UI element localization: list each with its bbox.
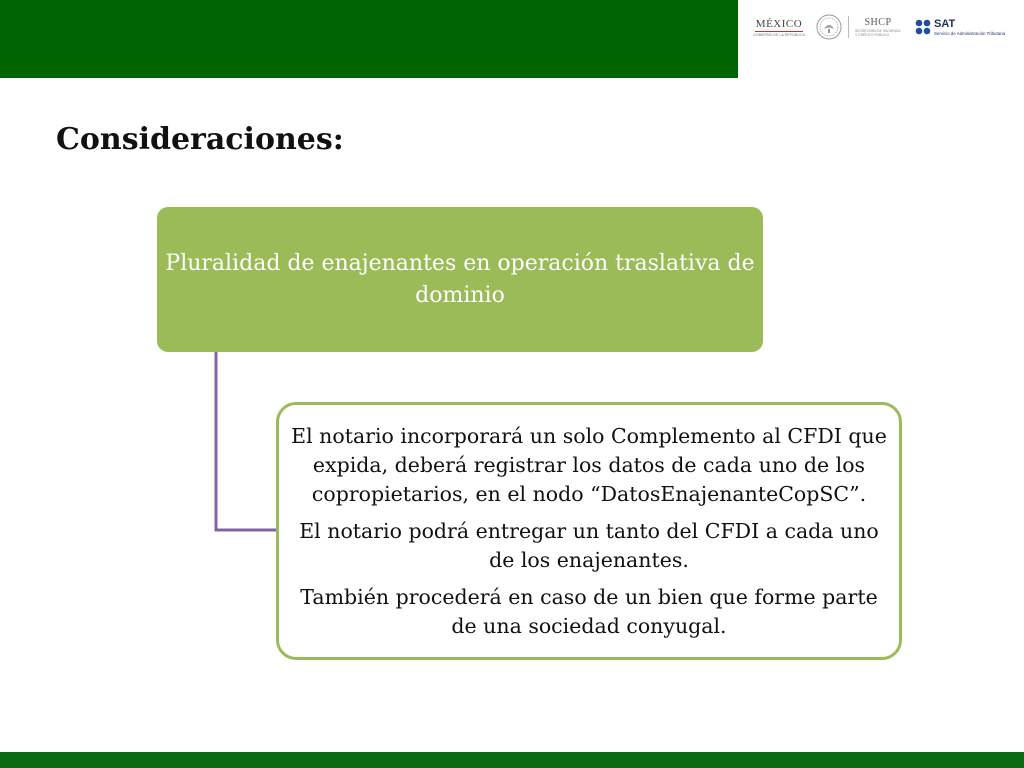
shcp-logo-subtitle: SECRETARÍA DE HACIENDA Y CRÉDITO PÚBLICO <box>855 29 901 37</box>
child-paragraph-2: El notario podrá entregar un tanto del CFDI a cada uno de los enajenantes. <box>299 518 879 572</box>
mexico-logo-subtitle: GOBIERNO DE LA REPÚBLICA <box>753 32 805 37</box>
shcp-logo-name: SHCP <box>864 17 892 28</box>
child-node <box>276 402 902 660</box>
slide-title: Consideraciones: <box>56 122 344 157</box>
mexico-logo-name: MÉXICO <box>755 17 803 30</box>
parent-node <box>157 207 763 352</box>
sat-logo-name: SAT <box>934 17 956 30</box>
child-paragraph-1: El notario incorporará un solo Complemento al CFDI que expida, deberá registrar los datos de cada uno de los copropietarios, en el nodo “DatosEnajenanteCopSC”. <box>291 423 887 506</box>
sat-logo-subtitle: Servicio de Administración Tributaria <box>934 30 1006 36</box>
child-paragraph-3: También procederá en caso de un bien que forme parte de una sociedad conyugal. <box>300 584 878 638</box>
connector-line <box>216 352 276 530</box>
footer-green-band <box>0 752 1024 768</box>
parent-node-text: Pluralidad de enajenantes en operación traslativa de dominio <box>165 250 755 308</box>
